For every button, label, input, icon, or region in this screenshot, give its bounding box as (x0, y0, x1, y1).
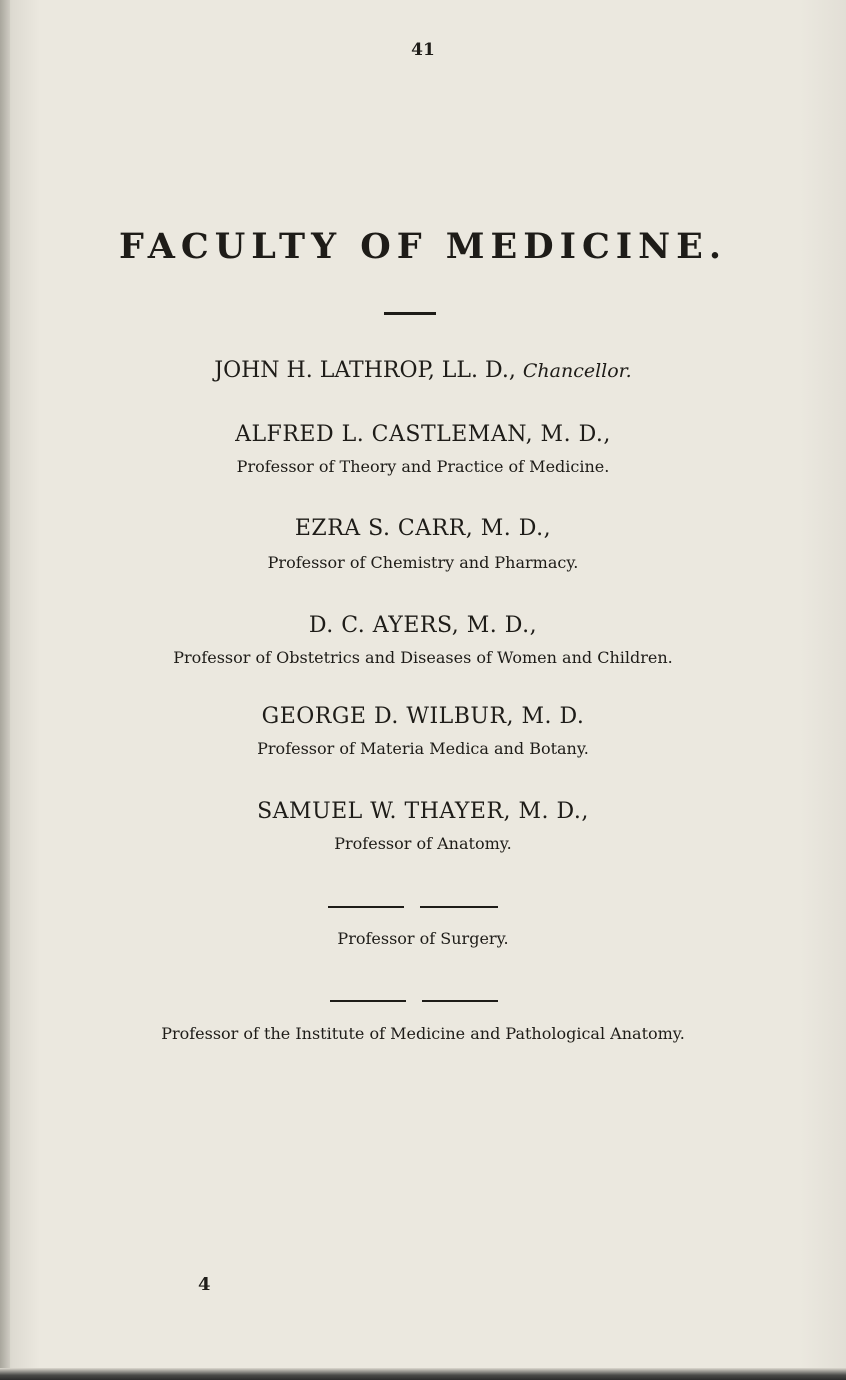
faculty-name: GEORGE D. WILBUR, M. D. (261, 704, 585, 729)
vacancy-rule-right (422, 1000, 498, 1002)
faculty-role: Professor of Theory and Practice of Medicine. (236, 457, 610, 476)
book-spine-edge (0, 0, 10, 1380)
vacancy-rule-left (330, 1000, 406, 1002)
page-number: 41 (411, 40, 435, 60)
vacancy-rule-right (420, 906, 498, 908)
faculty-role: Professor of Chemistry and Pharmacy. (267, 553, 579, 572)
faculty-name: D. C. AYERS, M. D., (308, 613, 538, 638)
chancellor-line (0, 358, 846, 383)
chancellor-name: JOHN H. LATHROP, LL. D., (214, 358, 516, 383)
faculty-role: Professor of Obstetrics and Diseases of Women and Children. (173, 648, 673, 667)
page-bottom-edge (0, 1368, 846, 1380)
page-title: FACULTY OF MEDICINE. (118, 226, 728, 267)
faculty-name: ALFRED L. CASTLEMAN, M. D., (235, 422, 611, 447)
faculty-name: SAMUEL W. THAYER, M. D., (257, 799, 589, 824)
vacant-chair: Professor of the Institute of Medicine and Pathological Anatomy. (161, 1024, 685, 1043)
faculty-name: EZRA S. CARR, M. D., (294, 516, 552, 541)
signature-mark: 4 (198, 1274, 211, 1295)
faculty-role: Professor of Anatomy. (334, 834, 512, 853)
vacancy-rule-left (328, 906, 404, 908)
vacant-chair: Professor of Surgery. (337, 929, 509, 948)
title-rule (384, 312, 436, 315)
chancellor-title: Chancellor. (522, 360, 632, 382)
faculty-role: Professor of Materia Medica and Botany. (257, 739, 589, 758)
